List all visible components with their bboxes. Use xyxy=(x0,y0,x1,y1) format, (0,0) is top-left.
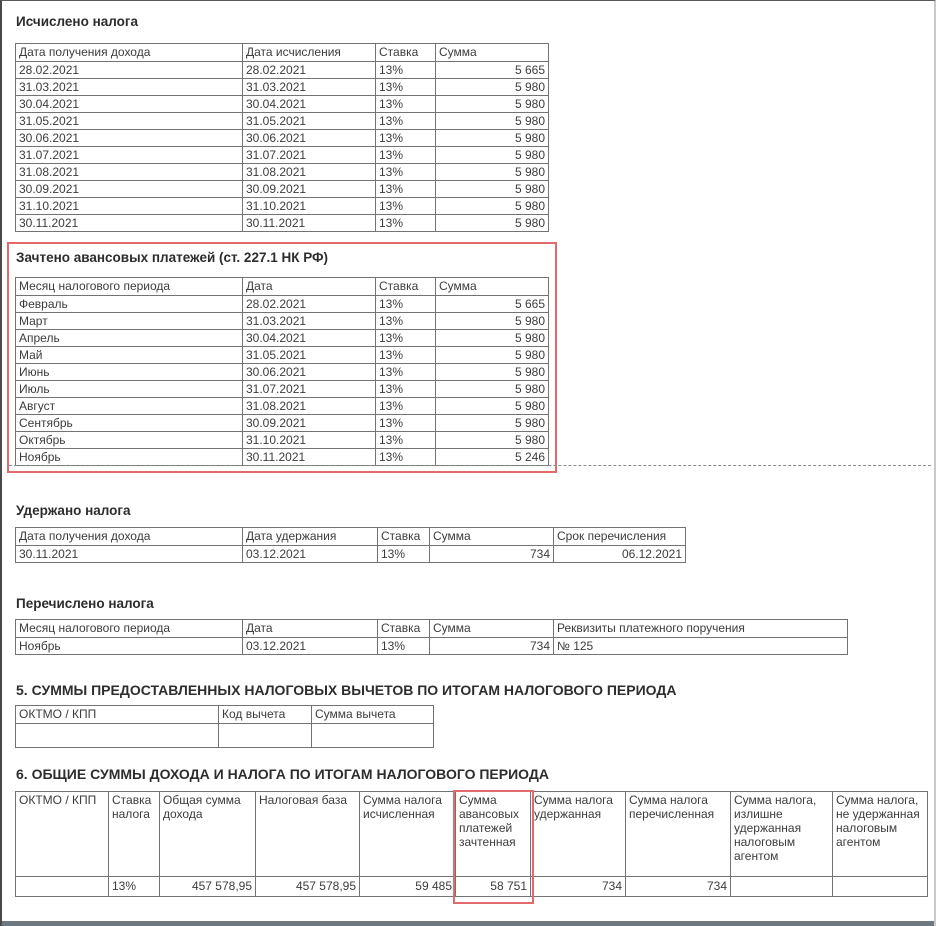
section-title-calculated: Исчислено налога xyxy=(16,14,139,29)
column-header: Дата удержания xyxy=(243,528,378,546)
table-cell: 5 665 xyxy=(436,296,549,313)
advance-payments-table xyxy=(15,277,549,466)
table-row xyxy=(16,364,549,381)
column-header: Дата xyxy=(243,620,378,638)
column-header: Срок перечисления xyxy=(554,528,686,546)
column-header: Ставка налога xyxy=(109,792,160,877)
table-cell: 31.03.2021 xyxy=(243,313,376,330)
window-bottom-edge xyxy=(2,921,934,926)
table-cell: Июль xyxy=(16,381,243,398)
heading-deductions: 5. СУММЫ ПРЕДОСТАВЛЕННЫХ НАЛОГОВЫХ ВЫЧЕТОВ ПО ИТОГАМ НАЛОГОВОГО ПЕРИОДА xyxy=(16,682,677,698)
table-cell: 5 980 xyxy=(436,198,549,215)
table-cell: 30.06.2021 xyxy=(16,130,243,147)
table-cell: Сентябрь xyxy=(16,415,243,432)
table-cell: 13% xyxy=(376,364,436,381)
heading-totals: 6. ОБЩИЕ СУММЫ ДОХОДА И НАЛОГА ПО ИТОГАМ НАЛОГОВОГО ПЕРИОДА xyxy=(16,766,549,782)
table-cell xyxy=(833,877,928,897)
table-row xyxy=(16,638,848,655)
table-row xyxy=(16,164,549,181)
table-cell: Май xyxy=(16,347,243,364)
table-cell xyxy=(312,724,434,748)
table-cell: 31.10.2021 xyxy=(16,198,243,215)
column-header: ОКТМО / КПП xyxy=(16,706,219,724)
table-cell: 30.06.2021 xyxy=(243,130,376,147)
table-cell: 13% xyxy=(376,96,436,113)
column-header: ОКТМО / КПП xyxy=(16,792,109,877)
table-cell: 13% xyxy=(378,638,430,655)
table-row xyxy=(16,296,549,313)
column-header: Ставка xyxy=(378,528,430,546)
column-header: Сумма налога перечисленная xyxy=(626,792,731,877)
column-header: Месяц налогового периода xyxy=(16,620,243,638)
table-cell: 13% xyxy=(376,79,436,96)
table-cell xyxy=(16,877,109,897)
table-cell: 31.03.2021 xyxy=(243,79,376,96)
table-row xyxy=(16,381,549,398)
table-cell: 734 xyxy=(626,877,731,897)
column-header: Сумма налога исчисленная xyxy=(360,792,456,877)
column-header: Сумма xyxy=(430,620,554,638)
table-cell: 31.05.2021 xyxy=(243,113,376,130)
column-header: Общая сумма дохода xyxy=(160,792,256,877)
table-cell: Февраль xyxy=(16,296,243,313)
calculated-tax-table xyxy=(15,43,549,232)
table-cell: 30.04.2021 xyxy=(243,96,376,113)
table-cell: 13% xyxy=(376,164,436,181)
table-cell: 31.08.2021 xyxy=(16,164,243,181)
table-cell: 13% xyxy=(376,432,436,449)
table-row xyxy=(16,313,549,330)
table-cell: 5 980 xyxy=(436,96,549,113)
table-row xyxy=(16,347,549,364)
table-cell: 31.08.2021 xyxy=(243,164,376,181)
header-row xyxy=(16,620,848,638)
table-cell: 30.11.2021 xyxy=(16,546,243,563)
table-cell: 31.08.2021 xyxy=(243,398,376,415)
table-cell: 31.05.2021 xyxy=(243,347,376,364)
withheld-tax-table xyxy=(15,527,686,563)
column-header: Месяц налогового периода xyxy=(16,278,243,296)
table-cell: Август xyxy=(16,398,243,415)
table-cell: 30.09.2021 xyxy=(243,181,376,198)
column-header: Дата исчисления xyxy=(243,44,376,62)
table-cell xyxy=(731,877,833,897)
table-cell: 5 980 xyxy=(436,415,549,432)
table-cell: 13% xyxy=(376,347,436,364)
table-cell: 13% xyxy=(376,415,436,432)
totals-table xyxy=(15,791,928,897)
table-row xyxy=(16,215,549,232)
table-cell: 5 980 xyxy=(436,147,549,164)
table-cell: 31.10.2021 xyxy=(243,198,376,215)
header-row xyxy=(16,278,549,296)
table-cell: 31.07.2021 xyxy=(243,381,376,398)
table-cell: 30.11.2021 xyxy=(243,449,376,466)
table-cell: 5 665 xyxy=(436,62,549,79)
table-cell: 13% xyxy=(376,130,436,147)
table-cell: 58 751 xyxy=(456,877,531,897)
table-cell: 457 578,95 xyxy=(160,877,256,897)
table-row xyxy=(16,198,549,215)
table-cell xyxy=(219,724,312,748)
table-cell: 5 980 xyxy=(436,398,549,415)
column-header: Ставка xyxy=(378,620,430,638)
table-cell: 13% xyxy=(378,546,430,563)
table-cell: 30.06.2021 xyxy=(243,364,376,381)
table-cell: 734 xyxy=(430,638,554,655)
table-cell: 03.12.2021 xyxy=(243,638,378,655)
table-row xyxy=(16,724,434,748)
table-cell: № 125 xyxy=(554,638,848,655)
table-cell: 5 980 xyxy=(436,432,549,449)
header-row xyxy=(16,706,434,724)
column-header: Ставка xyxy=(376,278,436,296)
column-header: Дата получения дохода xyxy=(16,44,243,62)
table-cell: 30.11.2021 xyxy=(243,215,376,232)
table-cell: 5 246 xyxy=(436,449,549,466)
table-cell: 03.12.2021 xyxy=(243,546,378,563)
table-cell: 31.05.2021 xyxy=(16,113,243,130)
table-cell: 734 xyxy=(430,546,554,563)
column-header: Сумма xyxy=(430,528,554,546)
table-cell xyxy=(16,724,219,748)
table-cell: 13% xyxy=(376,398,436,415)
table-cell: 13% xyxy=(376,62,436,79)
table-cell: 5 980 xyxy=(436,181,549,198)
table-row xyxy=(16,147,549,164)
table-cell: 06.12.2021 xyxy=(554,546,686,563)
table-cell: Ноябрь xyxy=(16,449,243,466)
table-cell: 31.07.2021 xyxy=(16,147,243,164)
table-cell: 30.04.2021 xyxy=(16,96,243,113)
table-cell: 457 578,95 xyxy=(256,877,360,897)
table-cell: 13% xyxy=(376,449,436,466)
table-cell: Ноябрь xyxy=(16,638,243,655)
table-cell: 5 980 xyxy=(436,347,549,364)
table-cell: 5 980 xyxy=(436,130,549,147)
table-cell: 5 980 xyxy=(436,79,549,96)
table-cell: Октябрь xyxy=(16,432,243,449)
header-row xyxy=(16,792,928,877)
column-header: Сумма xyxy=(436,278,549,296)
column-header: Дата получения дохода xyxy=(16,528,243,546)
header-row xyxy=(16,528,686,546)
table-cell: 31.10.2021 xyxy=(243,432,376,449)
table-row xyxy=(16,113,549,130)
table-cell: 13% xyxy=(376,198,436,215)
table-cell: 5 980 xyxy=(436,164,549,181)
table-cell: 5 980 xyxy=(436,215,549,232)
table-cell: 31.03.2021 xyxy=(16,79,243,96)
table-cell: 5 980 xyxy=(436,364,549,381)
table-row xyxy=(16,62,549,79)
table-cell: 5 980 xyxy=(436,313,549,330)
table-cell: 5 980 xyxy=(436,330,549,347)
column-header: Сумма вычета xyxy=(312,706,434,724)
table-cell: 5 980 xyxy=(436,113,549,130)
transferred-tax-table xyxy=(15,619,848,655)
table-cell: 31.07.2021 xyxy=(243,147,376,164)
table-cell: 28.02.2021 xyxy=(16,62,243,79)
table-cell: 13% xyxy=(376,330,436,347)
column-header: Дата xyxy=(243,278,376,296)
table-cell: 13% xyxy=(376,113,436,130)
header-row xyxy=(16,44,549,62)
table-cell: Июнь xyxy=(16,364,243,381)
table-cell: 734 xyxy=(531,877,626,897)
table-row xyxy=(16,415,549,432)
table-row xyxy=(16,79,549,96)
section-title-transferred: Перечислено налога xyxy=(16,596,154,611)
table-row xyxy=(16,546,686,563)
table-row xyxy=(16,181,549,198)
table-cell: 30.11.2021 xyxy=(16,215,243,232)
table-cell: 13% xyxy=(376,147,436,164)
table-cell: 13% xyxy=(376,313,436,330)
table-cell: 30.09.2021 xyxy=(243,415,376,432)
column-header: Налоговая база xyxy=(256,792,360,877)
column-header: Сумма налога удержанная xyxy=(531,792,626,877)
table-cell: 13% xyxy=(376,381,436,398)
table-cell: 13% xyxy=(376,181,436,198)
section-title-advance: Зачтено авансовых платежей (ст. 227.1 НК РФ) xyxy=(16,250,329,265)
table-row xyxy=(16,877,928,897)
table-cell: 13% xyxy=(109,877,160,897)
table-row xyxy=(16,398,549,415)
table-cell: Март xyxy=(16,313,243,330)
table-row xyxy=(16,96,549,113)
column-header: Реквизиты платежного поручения xyxy=(554,620,848,638)
table-cell: 28.02.2021 xyxy=(243,62,376,79)
column-header: Сумма авансовых платежей зачтенная xyxy=(456,792,531,877)
column-header: Ставка xyxy=(376,44,436,62)
page-break-dashed-line xyxy=(9,465,931,466)
section-title-withheld: Удержано налога xyxy=(16,503,131,518)
deductions-table xyxy=(15,705,434,748)
table-cell: Апрель xyxy=(16,330,243,347)
table-cell: 13% xyxy=(376,296,436,313)
table-cell: 30.09.2021 xyxy=(16,181,243,198)
table-row xyxy=(16,330,549,347)
table-cell: 30.04.2021 xyxy=(243,330,376,347)
table-row xyxy=(16,432,549,449)
table-row xyxy=(16,449,549,466)
column-header: Сумма xyxy=(436,44,549,62)
column-header: Сумма налога, излишне удержанная налоговым агентом xyxy=(731,792,833,877)
table-cell: 5 980 xyxy=(436,381,549,398)
column-header: Код вычета xyxy=(219,706,312,724)
table-cell: 28.02.2021 xyxy=(243,296,376,313)
column-header: Сумма налога, не удержанная налоговым агентом xyxy=(833,792,928,877)
table-cell: 59 485 xyxy=(360,877,456,897)
table-row xyxy=(16,130,549,147)
table-cell: 13% xyxy=(376,215,436,232)
